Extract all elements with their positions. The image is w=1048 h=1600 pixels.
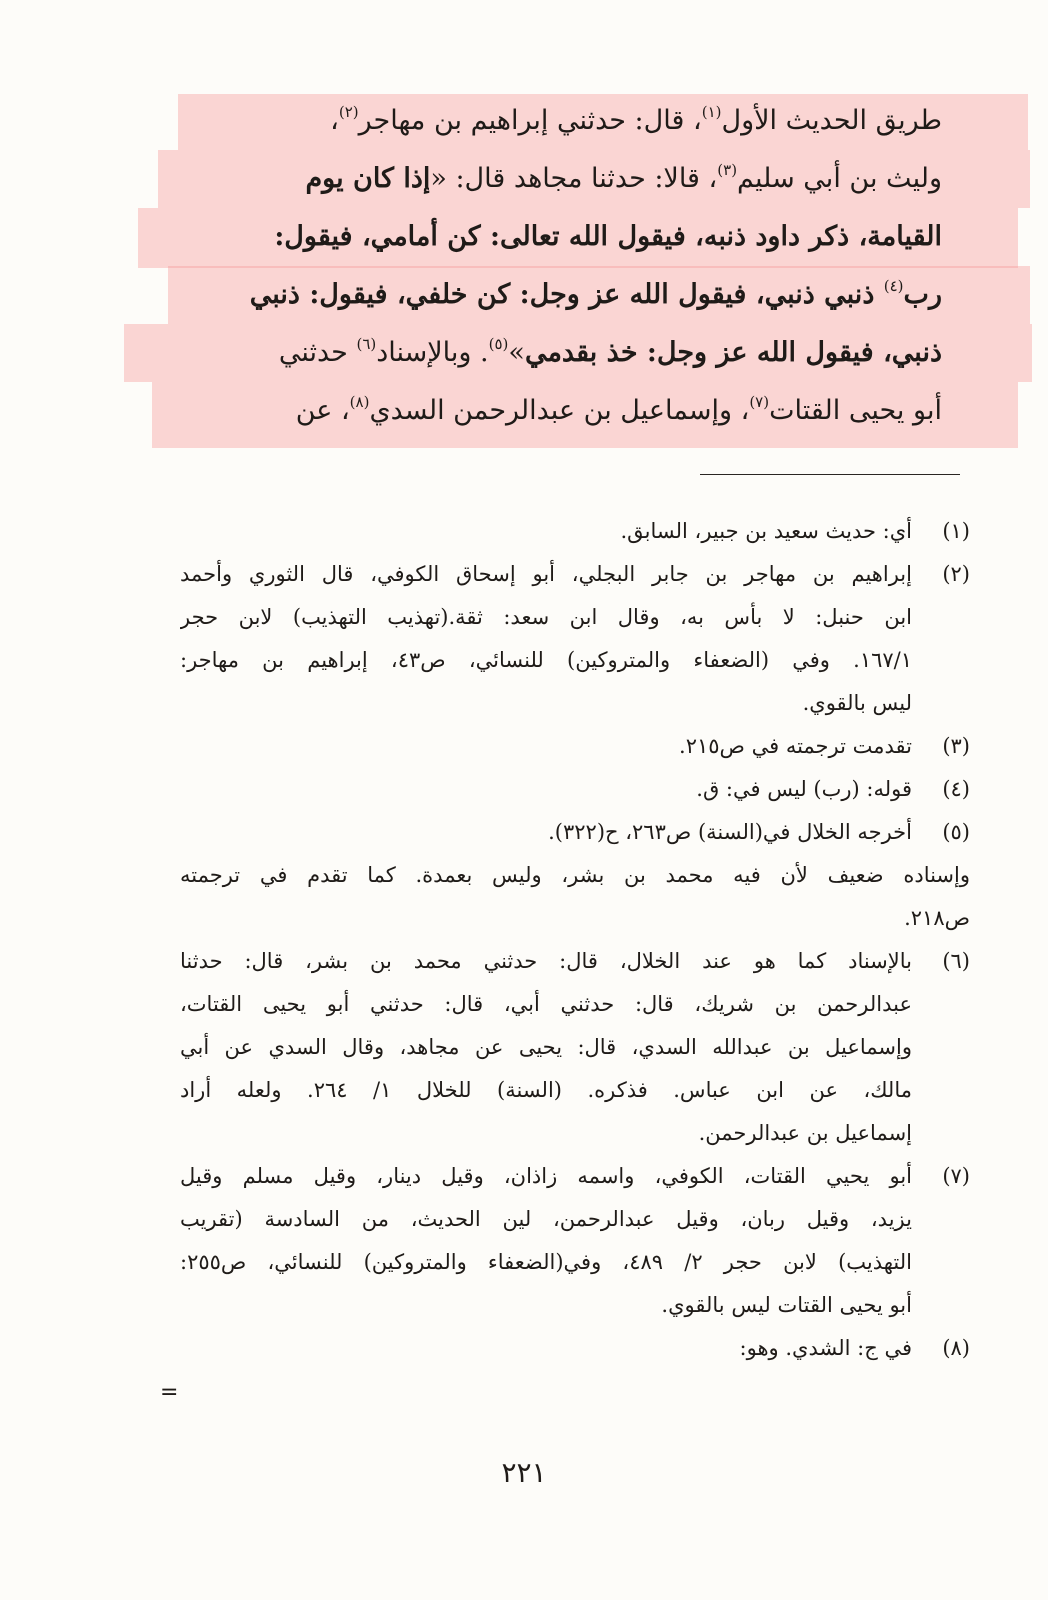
- footnote-ref: (٢): [338, 103, 359, 121]
- footnote-number: (٣): [942, 734, 970, 758]
- text-segment: ،: [330, 105, 339, 136]
- footnote-line: التهذيب) لابن حجر ٢/ ٤٨٩، وفي(الضعفاء والمتروكين) للنسائي، ص٢٥٥:: [180, 1250, 912, 1274]
- text-segment: . وبالإسناد: [376, 337, 489, 368]
- text-segment: ، وإسماعيل بن عبدالرحمن السدي: [369, 395, 750, 426]
- main-text-line: [138, 208, 988, 266]
- footnote-line: أخرجه الخلال في(السنة) ص٢٦٣، ح(٣٢٢).: [548, 820, 912, 844]
- footnotes-block: [180, 510, 970, 1370]
- footnote: [180, 725, 970, 768]
- footnote-text: [180, 768, 912, 811]
- footnote-line: إسماعيل بن عبدالرحمن.: [698, 1121, 912, 1145]
- footnote-line: مالك، عن ابن عباس. فذكره. (السنة) للخلال ١/ ٢٦٤. ولعله أراد: [180, 1078, 912, 1102]
- text-segment: إذا كان يوم: [305, 163, 431, 194]
- footnote-ref: (٥): [488, 335, 509, 353]
- text-segment: ، قالا: حدثنا مجاهد قال: «: [430, 163, 718, 194]
- footnote-ref: (٨): [349, 393, 370, 411]
- main-text-block: [138, 92, 988, 440]
- footnote-line: أي: حديث سعيد بن جبير، السابق.: [620, 519, 912, 543]
- footnote-number: (٦): [942, 949, 970, 973]
- footnote-number: (٥): [942, 820, 970, 844]
- text-segment: ، قال: حدثني إبراهيم بن مهاجر: [358, 105, 702, 136]
- text-segment: ذنبي ذنبي، فيقول الله عز وجل: كن خلفي، فيقول: ذنبي: [249, 279, 884, 310]
- footnote: [180, 811, 970, 854]
- footnote-text: [180, 553, 912, 725]
- footnote: [180, 1327, 970, 1370]
- footnote-text: [180, 1327, 912, 1370]
- footnote-number: (١): [942, 519, 970, 543]
- footnote-line: وإسماعيل بن عبدالله السدي، قال: يحيى عن مجاهد، وقال السدي عن أبي: [180, 1035, 912, 1059]
- footnote: [180, 768, 970, 811]
- footnote-line: قوله: (رب) ليس في: ق.: [696, 777, 912, 801]
- footnote-line: ليس بالقوي.: [802, 691, 912, 715]
- text-segment: القيامة، ذكر داود ذنبه، فيقول الله تعالى: كن أمامي، فيقول:: [274, 221, 942, 252]
- footnote-line: عبدالرحمن بن شريك، قال: حدثني أبي، قال: حدثني أبو يحيى القتات،: [180, 992, 912, 1016]
- footnote-line: إبراهيم بن مهاجر بن جابر البجلي، أبو إسحاق الكوفي، قال الثوري وأحمد: [180, 562, 912, 586]
- footnote-text: [180, 940, 912, 1155]
- footnote-line: وإسناده ضعيف لأن فيه محمد بن بشر، وليس بعمدة. كما تقدم في ترجمته: [180, 863, 970, 887]
- text-segment: وليث بن أبي سليم: [737, 163, 942, 194]
- text-segment: »: [508, 337, 525, 368]
- page-number: ٢٢١: [501, 1456, 547, 1489]
- footnote-text: [180, 725, 912, 768]
- text-segment: حدثني: [278, 337, 357, 368]
- footnote-text: [180, 1155, 912, 1327]
- footnote-line: ص٢١٨.: [904, 906, 970, 930]
- footnote: [180, 1155, 970, 1327]
- footnote-line: في ج: الشدي. وهو:: [739, 1336, 912, 1360]
- text-segment: أبو يحيى القتات: [769, 395, 942, 426]
- footnote-number: (٧): [942, 1164, 970, 1188]
- footnote-line: ١٦٧/١. وفي (الضعفاء والمتروكين) للنسائي، ص٤٣، إبراهيم بن مهاجر:: [180, 648, 912, 672]
- footnote-number: (٤): [942, 777, 970, 801]
- footnote-continuation: [180, 854, 970, 940]
- footnote-number: (٨): [942, 1336, 970, 1360]
- text-segment: طريق الحديث الأول: [721, 105, 942, 136]
- footnote-line: يزيد، وقيل ربان، وقيل عبدالرحمن، لين الحديث، من السادسة (تقريب: [180, 1207, 912, 1231]
- footnote-line: أبو يحيى القتات ليس بالقوي.: [661, 1293, 912, 1317]
- footnote-ref: (٧): [749, 393, 770, 411]
- footnote-line: تقدمت ترجمته في ص٢١٥.: [679, 734, 912, 758]
- footnote-line: أبو يحيي القتات، الكوفي، واسمه زاذان، وقيل دينار، وقيل مسلم وقيل: [180, 1164, 912, 1188]
- footnote-line: بالإسناد كما هو عند الخلال، قال: حدثني محمد بن بشر، قال: حدثنا: [180, 949, 912, 973]
- text-segment: رب: [903, 279, 942, 310]
- footnote-ref: (٤): [883, 277, 904, 295]
- footnote-number: (٢): [942, 562, 970, 586]
- main-text-line: [138, 382, 988, 440]
- main-text-line: [138, 324, 988, 382]
- main-text-line: [138, 92, 988, 150]
- footnote: [180, 940, 970, 1155]
- footnote-line: ابن حنبل: لا بأس به، وقال ابن سعد: ثقة.(تهذيب التهذيب) لابن حجر: [180, 605, 912, 629]
- footnote-text: [180, 811, 912, 854]
- footnote-ref: (١): [701, 103, 722, 121]
- footnote-text: [180, 510, 912, 553]
- main-text-line: [138, 266, 988, 324]
- footnote: [180, 510, 970, 553]
- footnote-separator: [700, 474, 960, 475]
- footnote-ref: (٦): [356, 335, 377, 353]
- text-segment: ، عن: [295, 395, 350, 426]
- text-segment: ذنبي، فيقول الله عز وجل: خذ بقدمي: [524, 337, 942, 368]
- footnote: [180, 553, 970, 725]
- main-text-line: [138, 150, 988, 208]
- continuation-mark: =: [160, 1380, 179, 1405]
- footnote-ref: (٣): [717, 161, 738, 179]
